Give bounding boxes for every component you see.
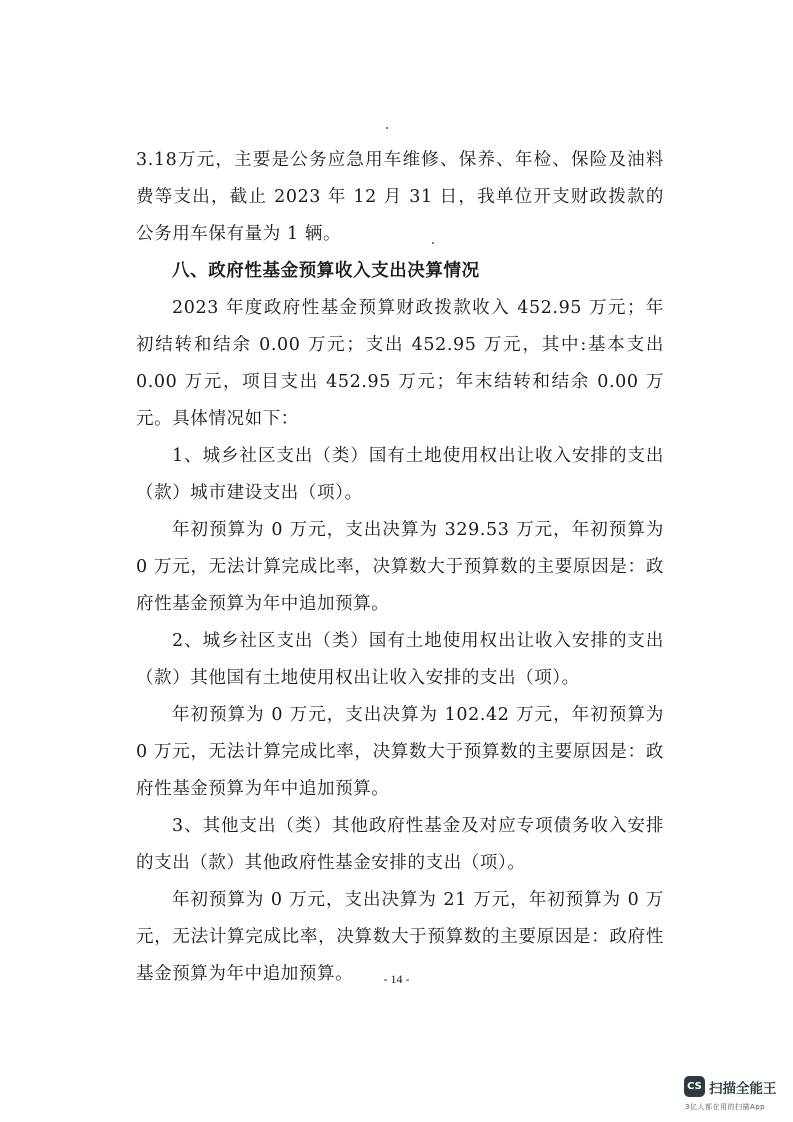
scan-speck [386, 127, 388, 129]
paragraph-item-3-detail: 年初预算为 0 万元，支出决算为 21 万元，年初预算为 0 万元，无法计算完成比率，决算数大于预算数的主要原因是：政府性基金预算为年中追加预算。 [136, 890, 664, 984]
scanner-watermark [684, 1076, 784, 1116]
paragraph-item-1-title: 1、城乡社区支出（类）国有土地使用权出让收入安排的支出（款）城市建设支出（项）。 [136, 446, 664, 503]
camscanner-logo-icon: CS [684, 1076, 705, 1097]
watermark-app-name: 扫描全能王 [709, 1081, 777, 1097]
paragraph-fund-summary: 2023 年度政府性基金预算财政拨款收入 452.95 万元；年初结转和结余 0.00 万元；支出 452.95 万元，其中:基本支出 0.00 万元，项目支出 452.95 万元；年末结转和结余 0.00 万元。具体情况如下： [136, 298, 664, 429]
watermark-tagline: 3亿人都在用的扫描App [685, 1103, 766, 1111]
paragraph-item-1-detail: 年初预算为 0 万元，支出决算为 329.53 万元，年初预算为 0 万元，无法计算完成比率，决算数大于预算数的主要原因是：政府性基金预算为年中追加预算。 [136, 520, 664, 614]
paragraph-item-3-title: 3、其他支出（类）其他政府性基金及对应专项债务收入安排的支出（款）其他政府性基金安排的支出（项）。 [136, 816, 664, 873]
paragraph-vehicle-expense: 3.18万元，主要是公务应急用车维修、保养、年检、保险及油料费等支出，截止 2023 年 12 月 31 日，我单位开支财政拨款的公务用车保有量为 1 辆。 [136, 150, 664, 244]
page-number: - 14 - [383, 972, 410, 986]
paragraph-item-2-detail: 年初预算为 0 万元，支出决算为 102.42 万元，年初预算为 0 万元，无法计算完成比率，决算数大于预算数的主要原因是：政府性基金预算为年中追加预算。 [136, 705, 664, 799]
document-body [136, 142, 664, 993]
paragraph-item-2-title: 2、城乡社区支出（类）国有土地使用权出让收入安排的支出（款）其他国有土地使用权出让收入安排的支出（项）。 [136, 631, 664, 688]
section-heading-fund-budget: 八、政府性基金预算收入支出决算情况 [172, 261, 480, 281]
